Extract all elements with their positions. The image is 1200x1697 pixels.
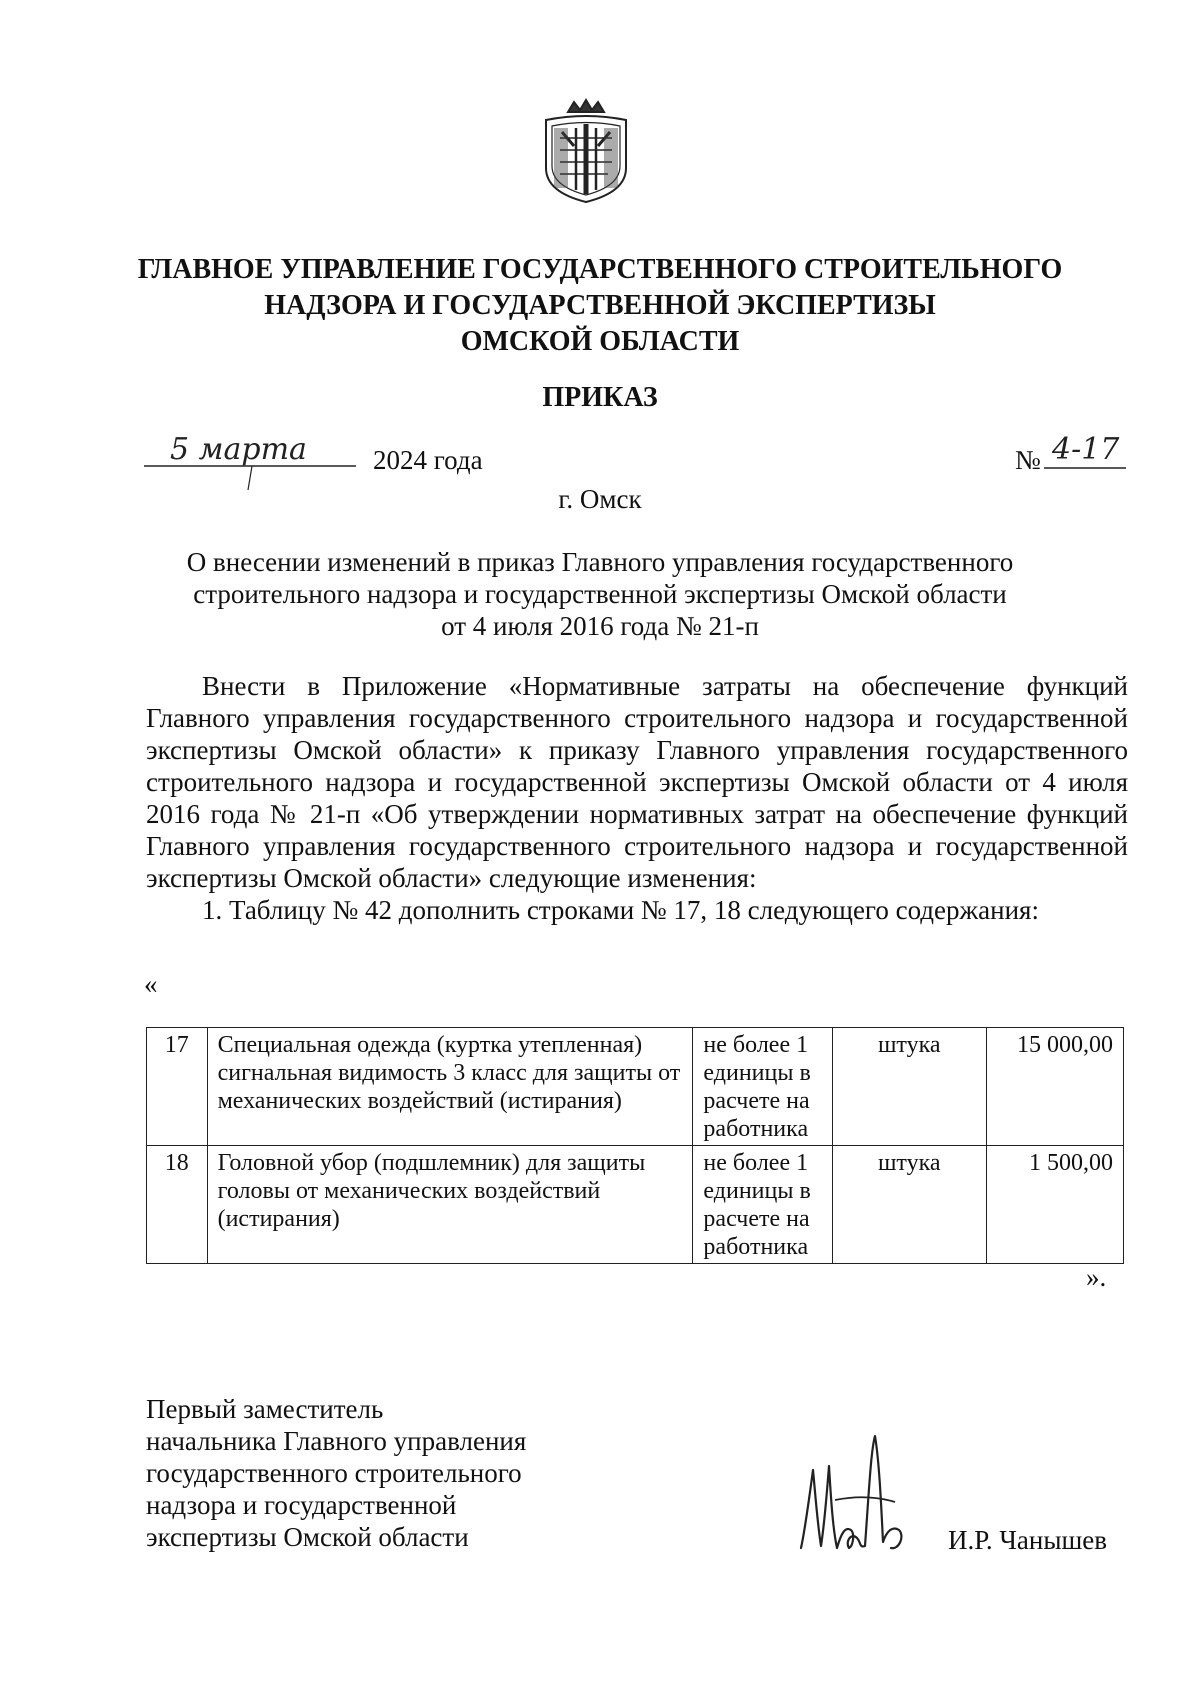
city: г. Омск (558, 484, 642, 514)
date-year: 2024 года (373, 445, 483, 475)
position-line: экспертизы Омской области (146, 1522, 469, 1552)
position-line: начальника Главного управления (146, 1426, 527, 1456)
body-item-1: 1. Таблицу № 42 дополнить строками № 17, 18 следующего содержания: (202, 895, 1039, 925)
item-norm: не более 1 единицы в расчете на работника (693, 1146, 832, 1264)
position-line: Первый заместитель (146, 1394, 384, 1424)
subject-line: О внесении изменений в приказ Главного управления государственного (186, 547, 1014, 577)
number-underline (1044, 466, 1128, 472)
org-line: ОМСКОЙ ОБЛАСТИ (460, 326, 740, 357)
document-subject (0, 546, 1200, 642)
position-line: надзора и государственной (146, 1490, 457, 1520)
table-row (147, 1028, 1124, 1146)
item-name: Головной убор (подшлемник) для защиты головы от механических воздействий (истирания) (207, 1146, 693, 1264)
signatory-name: И.Р. Чанышев (948, 1525, 1108, 1555)
table-row (147, 1146, 1124, 1264)
signatory-position (146, 1393, 526, 1553)
item-unit: штука (832, 1146, 986, 1264)
row-number: 17 (147, 1028, 208, 1146)
org-line: ГЛАВНОЕ УПРАВЛЕНИЕ ГОСУДАРСТВЕННОГО СТРОИТЕЛЬНОГО (137, 254, 1063, 285)
item-price: 1 500,00 (986, 1146, 1123, 1264)
item-unit: штука (832, 1028, 986, 1146)
row-number: 18 (147, 1146, 208, 1264)
quote-close: ». (1086, 1262, 1107, 1292)
item-norm: не более 1 единицы в расчете на работника (693, 1028, 832, 1146)
handwritten-signature (795, 1430, 915, 1560)
handwritten-date: 5 марта (170, 432, 307, 467)
organization-name (0, 252, 1200, 360)
number-label: № (1015, 445, 1041, 475)
item-price: 15 000,00 (986, 1028, 1123, 1146)
subject-line: строительного надзора и государственной экспертизы Омской области (193, 579, 1007, 609)
amendment-table (146, 1027, 1124, 1264)
handwritten-number: 4-17 (1052, 432, 1120, 467)
subject-line: от 4 июля 2016 года № 21-п (441, 611, 759, 641)
body-paragraph: Внести в Приложение «Нормативные затраты на обеспечение функций Главного управления государственного строительного надзора и государственной экспертизы Омской области» к приказу Главного управления государственного строительного надзора и государственной экспертизы Омской области от 4 июля 2016 года № 21-п «Об утверждении нормативных затрат на обеспечение функций Главного управления государственного строительного надзора и государственной экспертизы Омской области» следующие изменения: (146, 671, 1128, 893)
item-name: Специальная одежда (куртка утепленная) сигнальная видимость 3 класс для защиты от механических воздействий (истирания) (207, 1028, 693, 1146)
org-line: НАДЗОРА И ГОСУДАРСТВЕННОЙ ЭКСПЕРТИЗЫ (264, 290, 936, 321)
coat-of-arms-icon (538, 98, 634, 206)
position-line: государственного строительного (146, 1458, 522, 1488)
document-type: ПРИКАЗ (542, 382, 658, 413)
document-body (146, 670, 1128, 926)
quote-open: « (144, 969, 158, 999)
